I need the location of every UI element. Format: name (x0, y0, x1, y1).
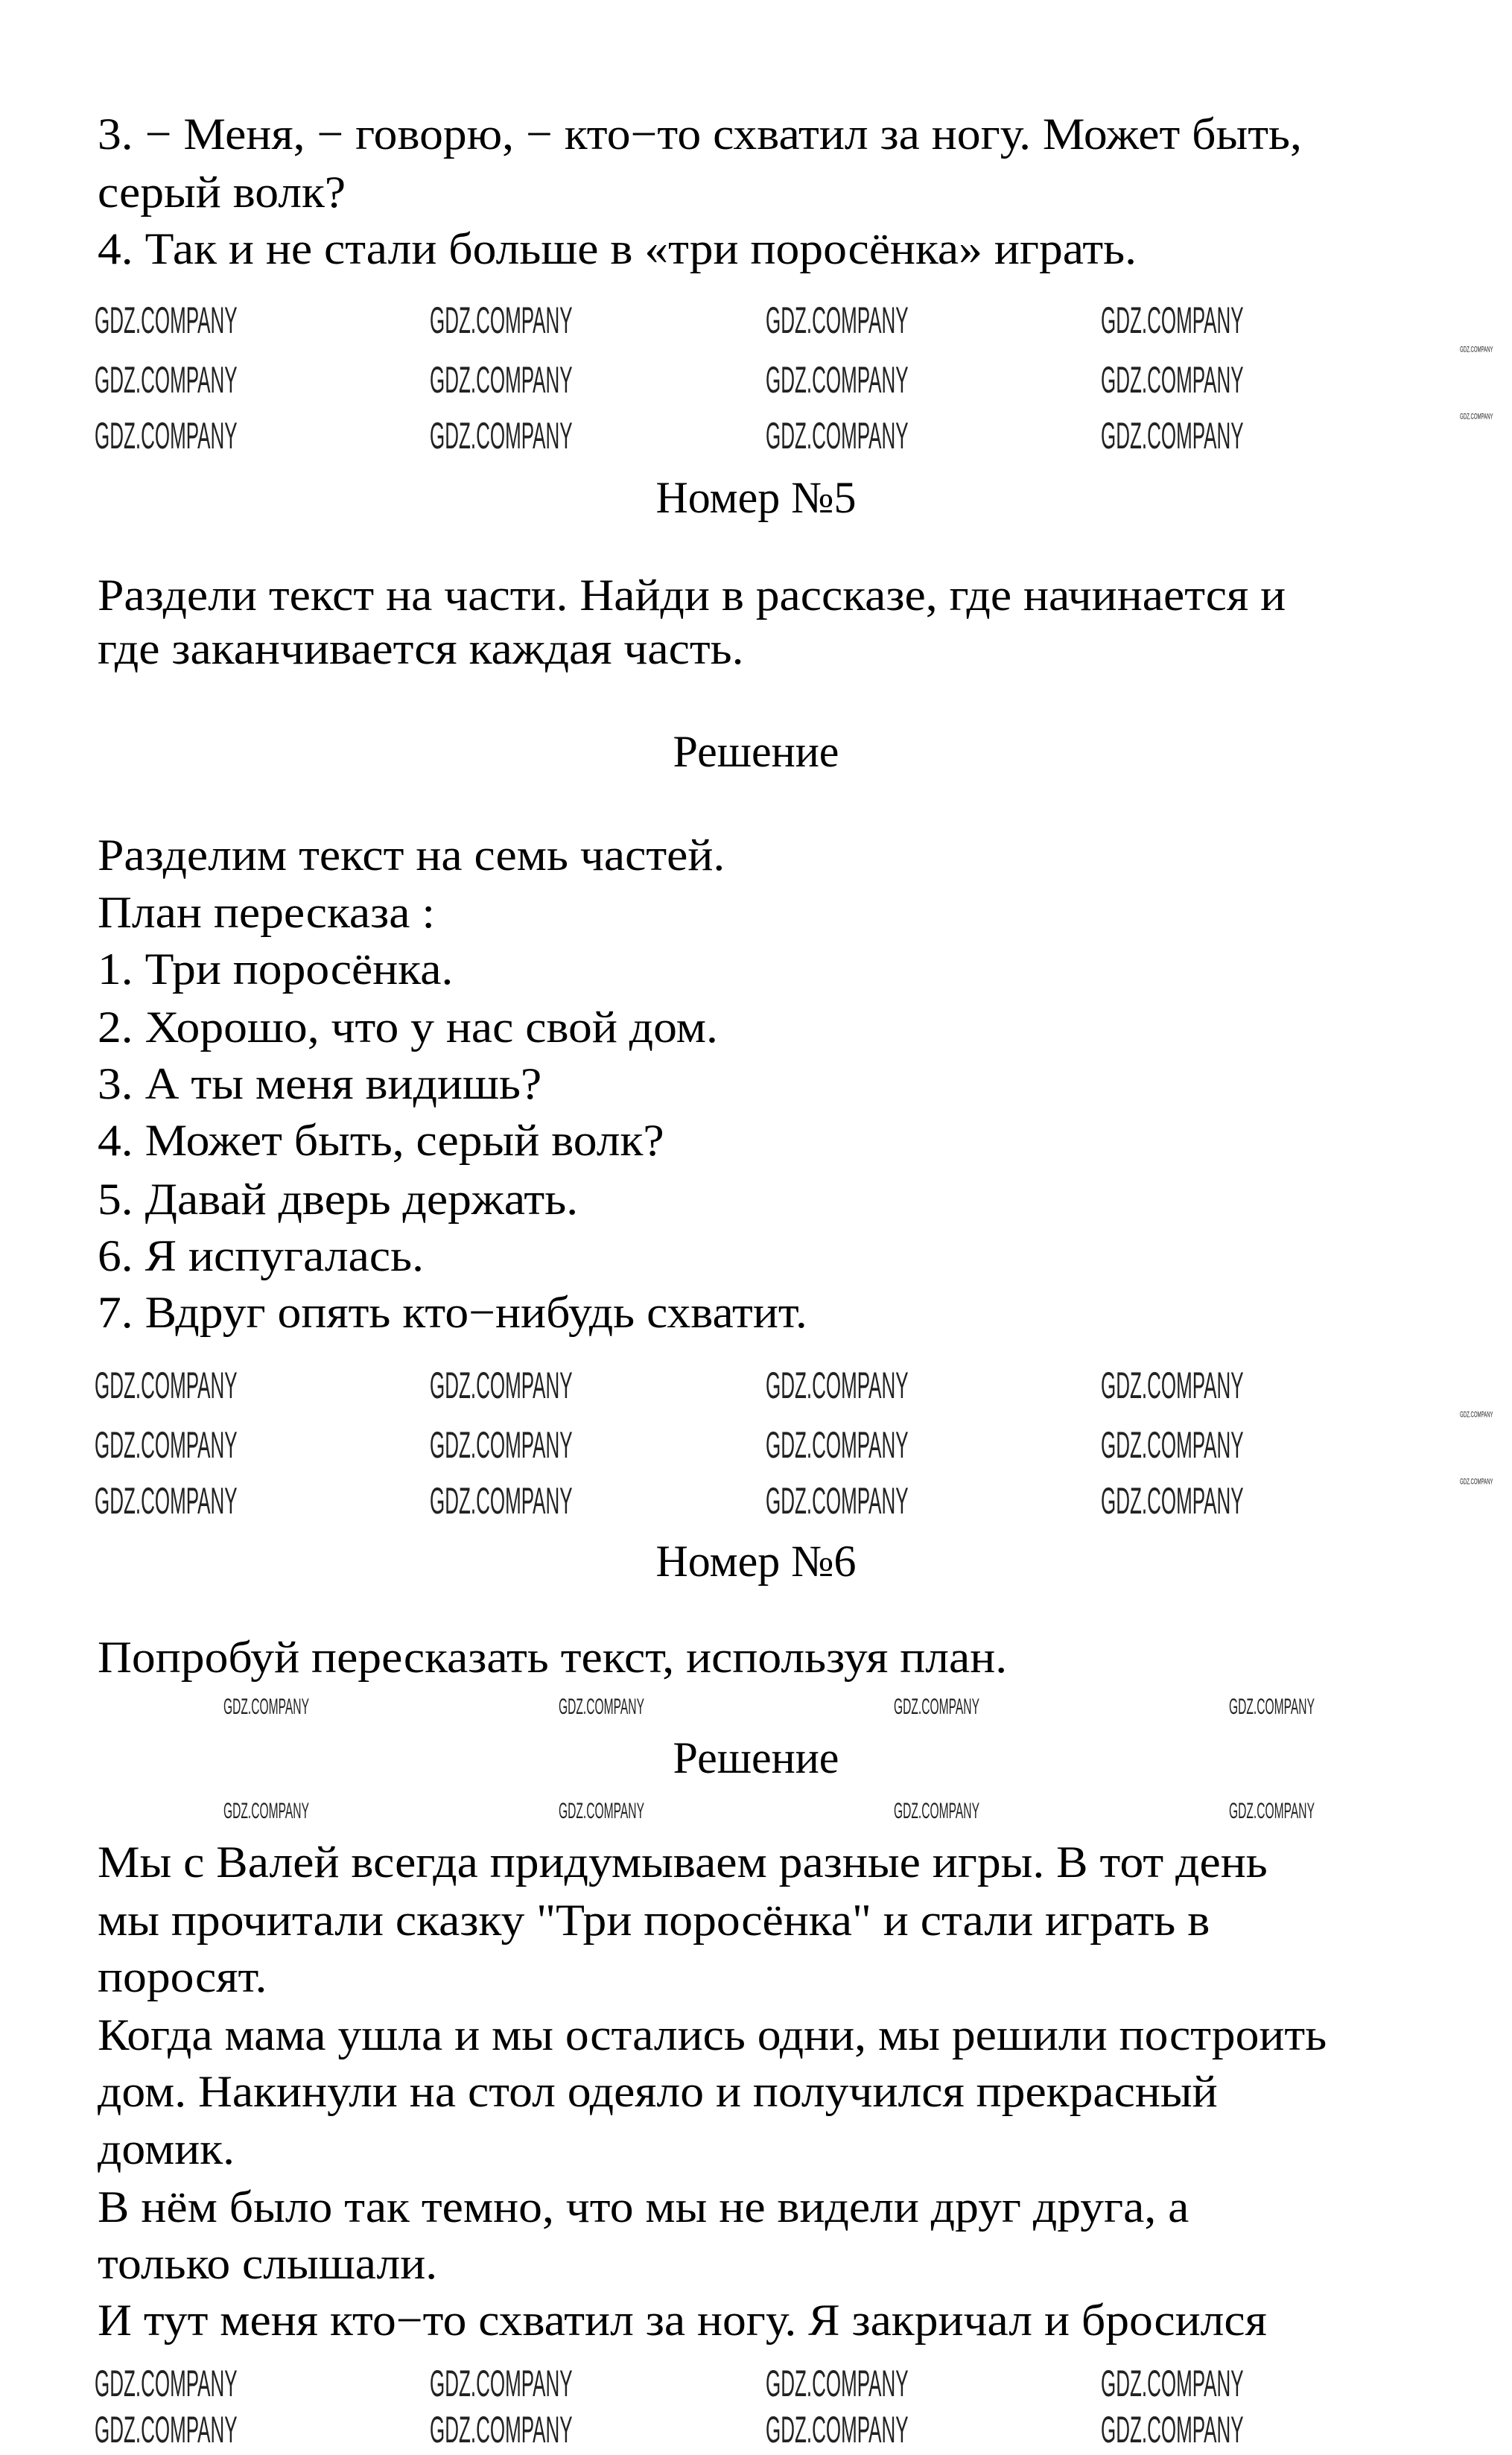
watermark: GDZ.COMPANY (95, 299, 238, 341)
watermark: GDZ.COMPANY (95, 1424, 238, 1466)
task5-question-line: где заканчивается каждая часть. (98, 624, 744, 673)
watermark: GDZ.COMPANY (894, 1799, 979, 1823)
watermark: GDZ.COMPANY (223, 1695, 309, 1719)
task6-title: Номер №6 (655, 1537, 857, 1586)
watermark: GDZ.COMPANY (430, 1480, 573, 1522)
watermark: GDZ.COMPANY (430, 2409, 573, 2451)
retelling-line: поросят. (98, 1952, 267, 2001)
watermark: GDZ.COMPANY (95, 1480, 238, 1522)
watermark: GDZ.COMPANY (766, 415, 909, 457)
retelling-line: Мы с Валей всегда придумываем разные игры. В тот день (98, 1838, 1268, 1887)
watermark: GDZ.COMPANY (430, 415, 573, 457)
task5-solution-title: Решение (673, 727, 839, 776)
retelling-line: В нём было так темно, что мы не видели друг друга, а (98, 2182, 1189, 2232)
watermark: GDZ.COMPANY (430, 359, 573, 401)
watermark: GDZ.COMPANY (766, 1424, 909, 1466)
task6-solution-title: Решение (673, 1733, 839, 1782)
watermark: GDZ.COMPANY (95, 2363, 238, 2404)
watermark: GDZ.COMPANY (95, 359, 238, 401)
plan-item: 7. Вдруг опять кто−нибудь схватит. (98, 1288, 807, 1337)
retelling-line: И тут меня кто−то схватил за ногу. Я закричал и бросился (98, 2296, 1267, 2345)
retelling-line: мы прочитали сказку "Три поросёнка" и стали играть в (98, 1896, 1210, 1945)
watermark: GDZ.COMPANY (95, 1365, 238, 1406)
plan-item: 1. Три поросёнка. (98, 944, 454, 994)
watermark: GDZ.COMPANY (1101, 1365, 1244, 1406)
watermark: GDZ.COMPANY (1101, 299, 1244, 341)
plan-item: 5. Давай дверь держать. (98, 1175, 579, 1224)
watermark: GDZ.COMPANY (430, 1424, 573, 1466)
watermark: GDZ.COMPANY (766, 2363, 909, 2404)
text-line: 4. Так и не стали больше в «три поросёнка» играть. (98, 224, 1137, 273)
retelling-line: домик. (98, 2124, 235, 2173)
watermark: GDZ.COMPANY (1460, 1410, 1493, 1420)
watermark: GDZ.COMPANY (1101, 359, 1244, 401)
watermark: GDZ.COMPANY (766, 299, 909, 341)
watermark: GDZ.COMPANY (766, 2409, 909, 2451)
watermark: GDZ.COMPANY (95, 415, 238, 457)
watermark: GDZ.COMPANY (1101, 2409, 1244, 2451)
plan-item: 3. А ты меня видишь? (98, 1059, 542, 1108)
watermark: GDZ.COMPANY (1229, 1799, 1315, 1823)
task5-solution-line: Разделим текст на семь частей. (98, 830, 725, 880)
watermark: GDZ.COMPANY (894, 1695, 979, 1719)
watermark: GDZ.COMPANY (223, 1799, 309, 1823)
text-line: 3. − Меня, − говорю, − кто−то схватил за ногу. Может быть, (98, 109, 1302, 159)
watermark: GDZ.COMPANY (430, 2363, 573, 2404)
watermark: GDZ.COMPANY (766, 359, 909, 401)
watermark: GDZ.COMPANY (1460, 1477, 1493, 1487)
plan-item: 4. Может быть, серый волк? (98, 1116, 664, 1165)
watermark: GDZ.COMPANY (1460, 412, 1493, 422)
watermark: GDZ.COMPANY (766, 1365, 909, 1406)
watermark: GDZ.COMPANY (559, 1799, 644, 1823)
watermark: GDZ.COMPANY (1460, 345, 1493, 355)
retelling-line: Когда мама ушла и мы остались одни, мы решили построить (98, 2010, 1327, 2059)
watermark: GDZ.COMPANY (1229, 1695, 1315, 1719)
watermark: GDZ.COMPANY (766, 1480, 909, 1522)
watermark: GDZ.COMPANY (1101, 1480, 1244, 1522)
watermark: GDZ.COMPANY (95, 2409, 238, 2451)
retelling-line: дом. Накинули на стол одеяло и получился прекрасный (98, 2067, 1218, 2116)
watermark: GDZ.COMPANY (430, 299, 573, 341)
watermark: GDZ.COMPANY (430, 1365, 573, 1406)
task6-question-line: Попробуй пересказать текст, используя план. (98, 1633, 1008, 1682)
task5-title: Номер №5 (655, 473, 857, 522)
watermark: GDZ.COMPANY (1101, 2363, 1244, 2404)
retelling-line: только слышали. (98, 2239, 438, 2288)
plan-item: 2. Хорошо, что у нас свой дом. (98, 1003, 718, 1052)
text-line: серый волк? (98, 168, 346, 217)
task5-question-line: Раздели текст на части. Найди в рассказе, где начинается и (98, 571, 1286, 620)
watermark: GDZ.COMPANY (1101, 1424, 1244, 1466)
watermark: GDZ.COMPANY (1101, 415, 1244, 457)
watermark: GDZ.COMPANY (559, 1695, 644, 1719)
plan-item: 6. Я испугалась. (98, 1231, 424, 1280)
task5-solution-line: План пересказа : (98, 888, 436, 937)
